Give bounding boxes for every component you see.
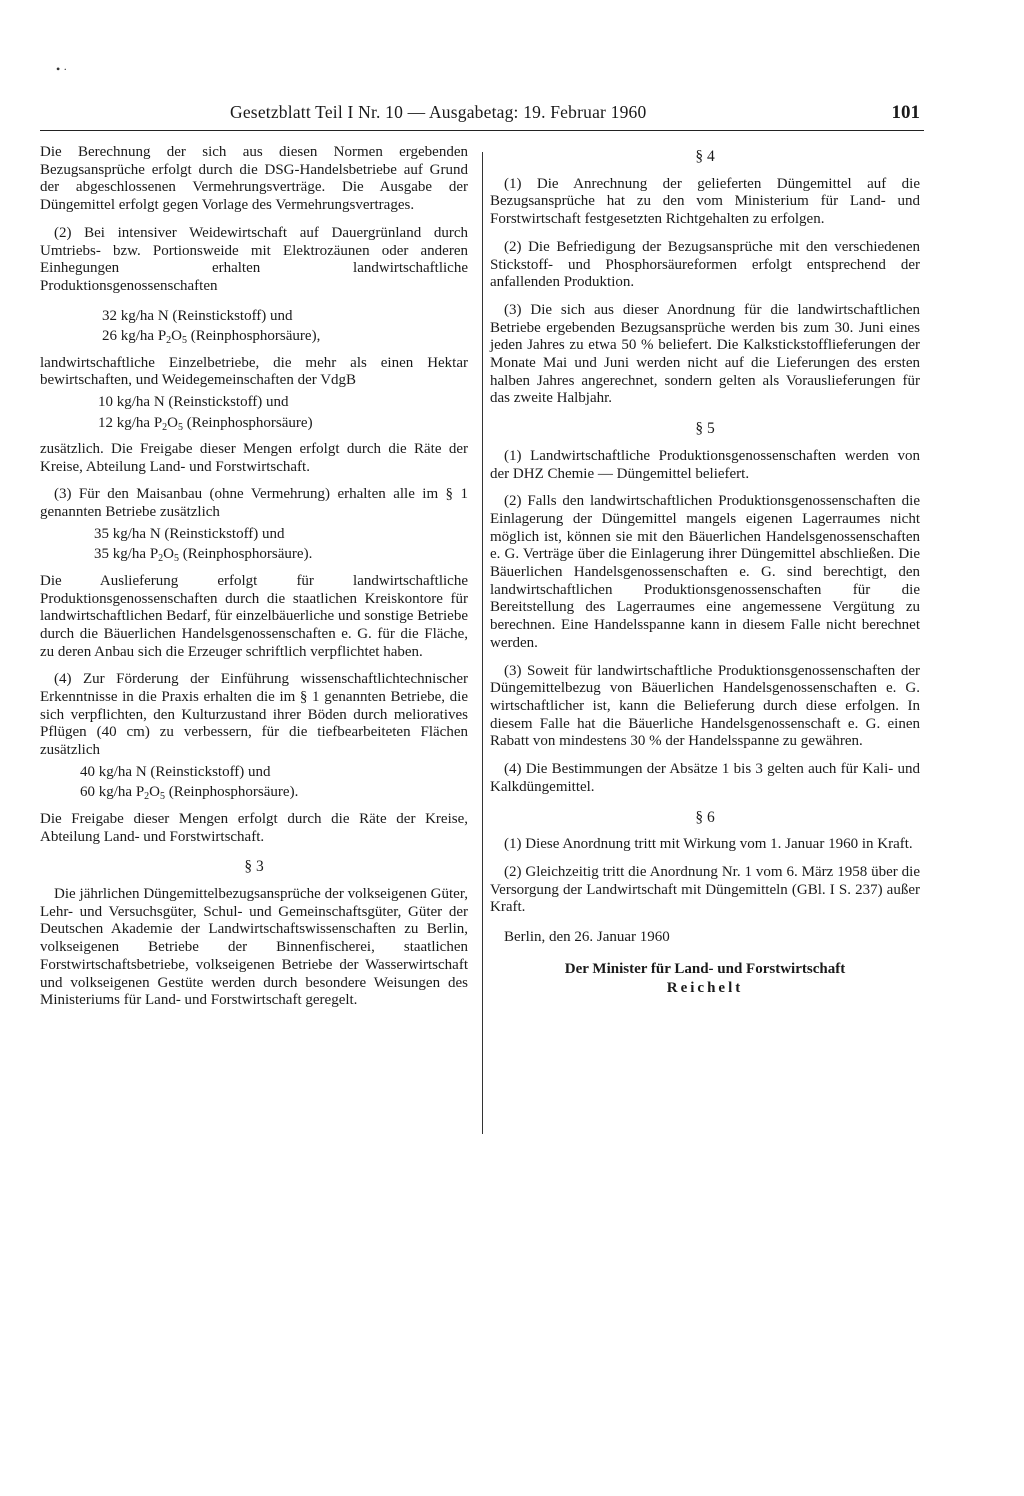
phosphorus-amount: 60 kg/ha $P_2O_5$ (Reinphosphorsäure). [80, 784, 299, 803]
section-4-paragraph-2: (2) Die Befriedigung der Bezugsansprüche mit den verschiedenen Stickstoff- und Phosphorsäureformen erfolgt entsprechend der anfallenden Produktion. [490, 238, 920, 291]
nitrogen-amount: 32 kg/ha N (Reinstickstoff) und [102, 307, 293, 324]
paragraph-auslieferung: Die Auslieferung erfolgt für landwirtschaftliche Produktionsgenossenschaften durch die staatlichen Kreiskontore für landwirtschaftlichen Bedarf, für einzelbäuerliche und sonstige Betriebe durch die Bäuerlichen Handelsgenossenschaften e. G. für die Fläche, zu deren Anbau sich die Erzeuger schriftlich verpflichtet haben. [40, 572, 468, 660]
paragraph-freigabe-2: Die Freigabe dieser Mengen erfolgt durch die Räte der Kreise, Abteilung Land- und Forstwirtschaft. [40, 810, 468, 845]
phosphorus-amount: 26 kg/ha $P_2O_5$ (Reinphosphorsäure), [102, 328, 321, 347]
section-4-paragraph-1: (1) Die Anrechnung der gelieferten Düngemittel auf die Bezugsansprüche hat zu den vom Ministerium für Land- und Forstwirtschaft festgesetzten Richtgehalten zu erfolgen. [490, 175, 920, 228]
section-4-paragraph-3: (3) Die sich aus dieser Anordnung für die landwirtschaftlichen Betriebe ergebenden Bezugsansprüche werden bis zum 30. Juni eines jeden Jahres zu etwa 50 % beliefert. Die Kalkstickstofflieferungen der Monate Mai und Juni werden nicht auf die Lieferungen des ersten halben Jahres angerechnet, sondern gelten als Vorauslieferungen für das zweite Halbjahr. [490, 301, 920, 407]
section-4-heading: § 4 [695, 148, 715, 165]
page-number: 101 [891, 102, 920, 123]
paragraph-3: (3) Für den Maisanbau (ohne Vermehrung) erhalten alle im § 1 genannten Betriebe zusätzlich [40, 486, 468, 521]
paragraph-freigabe-1: zusätzlich. Die Freigabe dieser Mengen erfolgt durch die Räte der Kreise, Abteilung Land- und Forstwirtschaft. [40, 441, 468, 475]
section-3-heading: § 3 [244, 858, 264, 876]
paragraph-continuation: Die Berechnung der sich aus diesen Normen ergebenden Bezugsansprüche erfolgt durch die DSG-Handelsbetriebe auf Grund der abgeschlossenen Vermehrungsverträge. Die Ausgabe der Düngemittel erfolgt gegen Vorlage des Vermehrungsvertrages. [40, 144, 468, 214]
section-6-heading: § 6 [695, 808, 715, 826]
margin-dots: • · [56, 62, 68, 76]
paragraph-4: (4) Zur Förderung der Einführung wissenschaftlichtechnischer Erkenntnisse in die Praxis erhalten die im § 1 genannten Betriebe, die sich verpflichten, den Kulturzustand ihrer Böden durch melioratives Pflügen (40 cm) zu verbessern, für die tiefbearbeiteten Flächen zusätzlich [40, 671, 468, 759]
signatory-title: Der Minister für Land- und Forstwirtschaft [564, 960, 846, 977]
page-header [40, 100, 924, 131]
section-3-text: Die jährlichen Düngemittelbezugsansprüche der volkseigenen Güter, Lehr- und Versuchsgüter, Schul- und Gemeinschaftsgüter, Güter der Deutschen Akademie der Landwirtschaftswissenschaften zu Berlin, volkseigenen Betriebe der Binnenfischerei, staatlichen Forstwirtschaftsbetriebe, volkseigenen Betriebe der Wasserwirtschaft und volkseigenen Gestüte werden durch besondere Weisungen des Ministeriums für Land- und Forstwirtschaft geregelt. [40, 885, 468, 1009]
phosphorus-amount: 35 kg/ha $P_2O_5$ (Reinphosphorsäure). [94, 546, 313, 565]
place-and-date: Berlin, den 26. Januar 1960 [504, 929, 670, 946]
nutrient-allocation-1 [40, 306, 468, 347]
nitrogen-amount: 10 kg/ha N (Reinstickstoff) und [98, 394, 289, 411]
header-title: Gesetzblatt Teil I Nr. 10 — Ausgabetag: 19. Februar 1960 [230, 102, 647, 122]
nutrient-allocation-2 [40, 392, 468, 433]
section-6-paragraph-1: (1) Diese Anordnung tritt mit Wirkung vom 1. Januar 1960 in Kraft. [504, 836, 913, 853]
section-6-paragraph-2: (2) Gleichzeitig tritt die Anordnung Nr. 1 vom 6. März 1958 über die Versorgung der Landwirtschaft mit Düngemitteln (GBl. I S. 237) außer Kraft. [490, 863, 920, 916]
nitrogen-amount: 40 kg/ha N (Reinstickstoff) und [80, 763, 271, 780]
section-5-paragraph-1: (1) Landwirtschaftliche Produktionsgenossenschaften werden von der DHZ Chemie — Düngemittel beliefert. [490, 447, 920, 482]
phosphorus-amount: 12 kg/ha $P_2O_5$ (Reinphosphorsäure) [98, 414, 313, 433]
section-5-paragraph-2: (2) Falls den landwirtschaftlichen Produktionsgenossenschaften die Einlagerung der Düngemittel mangels eigenen Lagerraumes nicht möglich ist, können sie mit den Bäuerlichen Handelsgenossenschaften e. G. Verträge über die Einlagerung ihrer Düngemittel abschließen. Die Bäuerlichen Handelsgenossenschaften e. G. sind berechtigt, den landwirtschaftlichen Produktionsgenossenschaften für die Bereitstellung des Lagerraumes eine angemessene Vergütung zu berechnen. Eine Handelsspanne kann in diesem Falle nicht berechnet werden. [490, 493, 920, 651]
column-divider [482, 152, 483, 1134]
nutrient-allocation-4 [40, 762, 468, 803]
nitrogen-amount: 35 kg/ha N (Reinstickstoff) und [94, 525, 285, 542]
paragraph-einzelbetriebe: landwirtschaftliche Einzelbetriebe, die mehr als einen Hektar bewirtschaften, und Weidegemeinschaften der VdgB [40, 354, 468, 389]
signatory-name: Reichelt [666, 980, 744, 997]
nutrient-allocation-3 [40, 524, 468, 565]
paragraph-2: (2) Bei intensiver Weidewirtschaft auf Dauergrünland durch Umtriebs- bzw. Portionsweide mit Elektrozäunen oder anderen Einhegungen erhalten landwirtschaftliche Produktionsgenossenschaften [40, 224, 468, 294]
section-5-paragraph-4: (4) Die Bestimmungen der Absätze 1 bis 3 gelten auch für Kali- und Kalkdüngemittel. [490, 761, 920, 795]
right-column [490, 144, 920, 998]
left-column [40, 144, 468, 1020]
section-5-heading: § 5 [695, 420, 715, 438]
section-5-paragraph-3: (3) Soweit für landwirtschaftliche Produktionsgenossenschaften der Düngemittelbezug von Bäuerlichen Handelsgenossenschaften e. G. wirtschaftlicher ist, kann die Belieferung durch diese erfolgen. In diesem Falle hat die Bäuerliche Handelsgenossenschaft e. G. einen Rabatt von mindestens 30 % der Handelsspanne zu gewähren. [490, 662, 920, 750]
